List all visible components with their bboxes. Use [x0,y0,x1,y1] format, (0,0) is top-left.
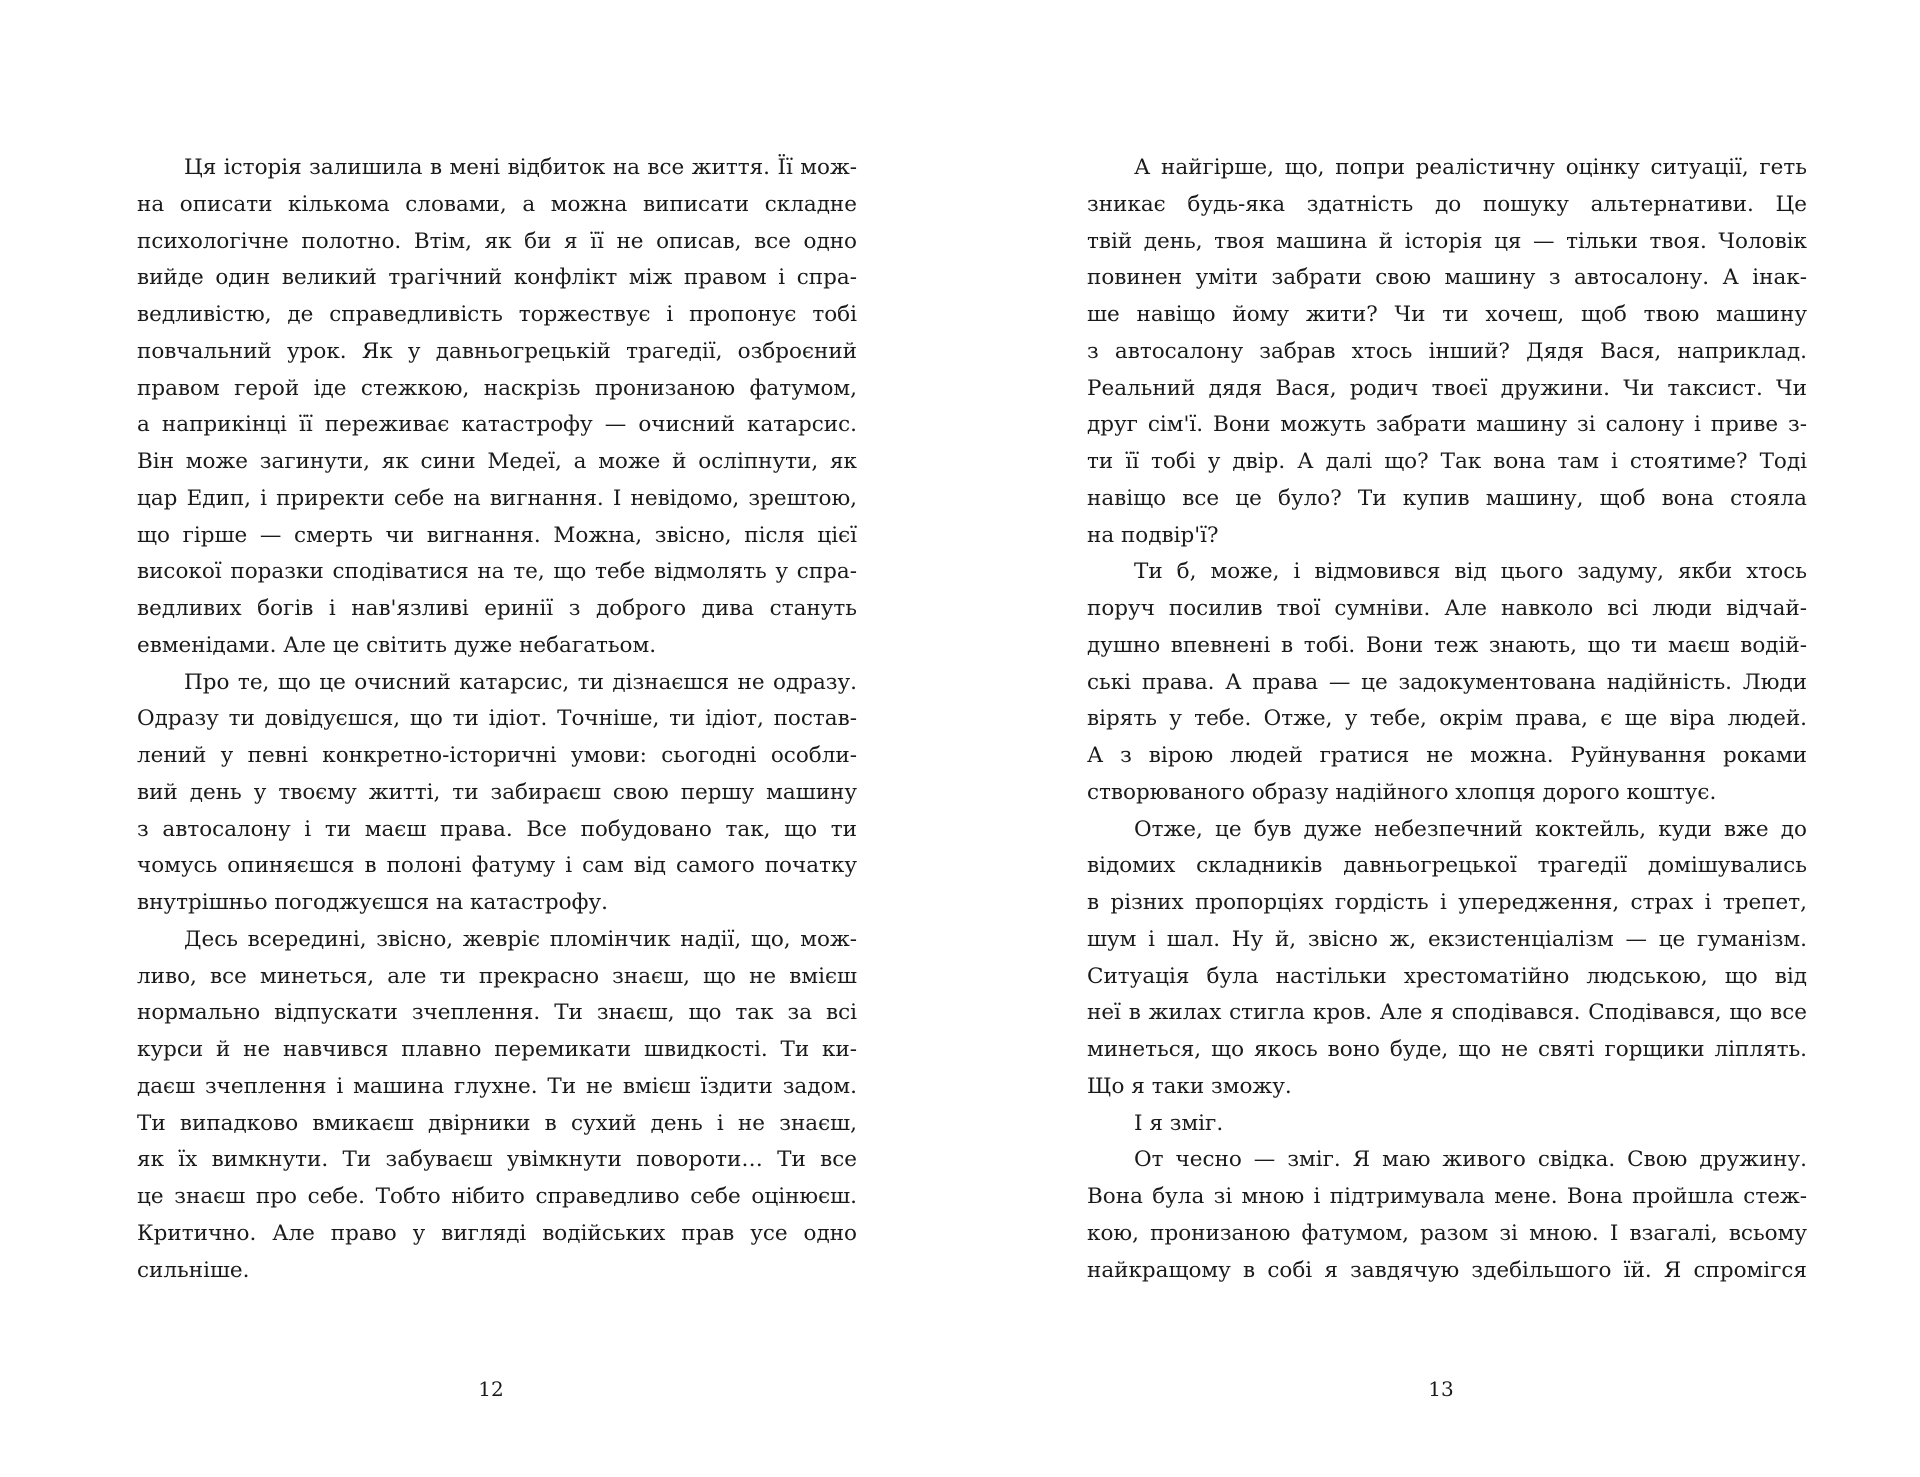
text-line: Реальний дядя Вася, родич твоєї дружини. Чи таксист. Чи [1087,375,1807,401]
text-line: повинен уміти забрати свою машину з автосалону. А інак- [1087,265,1807,291]
text-line: ливо, все минеться, але ти прекрасно знаєш, що не вмієш [137,963,857,989]
text-line: ведливих богів і нав'язливі еринії з доброго дива стануть [137,596,857,621]
text-line: минеться, що якось воно буде, що не святі горщики ліплять. [1087,1037,1807,1062]
text-line: психологічне полотно. Втім, як би я її не описав, все одно [137,228,857,254]
text-line: це знаєш про себе. Тобто нібито справедливо себе оцінюєш. [137,1184,857,1209]
text-line: Одразу ти довідуєшся, що ти ідіот. Точніше, ти ідіот, постав- [137,706,857,732]
text-line: ше навіщо йому жити? Чи ти хочеш, щоб твою машину [1087,302,1807,327]
text-line: а наприкінці її переживає катастрофу — очисний катарсис. [137,412,857,438]
text-line: створюваного образу надійного хлопця дорого коштує. [1087,779,1717,805]
text-line: з автосалону забрав хтось інший? Дядя Вася, наприклад. [1087,338,1807,364]
right-page [1087,150,1807,1410]
text-line: А найгірше, що, попри реалістичну оцінку ситуації, геть [1134,155,1807,180]
text-line: От чесно — зміг. Я маю живого свідка. Свою дружину. [1134,1147,1807,1173]
text-line: високої поразки сподіватися на те, що тебе відмолять у спра- [137,559,857,585]
text-line: як їх вимкнути. Ти забуваєш увімкнути повороти… Ти все [137,1147,857,1173]
text-line: Він може загинути, як сини Медеї, а може й осліпнути, як [137,449,857,474]
text-line: вийде один великий трагічний конфлікт між правом і спра- [137,265,857,291]
text-line: даєш зчеплення і машина глухне. Ти не вмієш їздити задом. [137,1073,857,1099]
text-line: неї в жилах стигла кров. Але я сподівався. Сподівався, що все [1087,1000,1807,1026]
text-line: сильніше. [137,1257,250,1283]
text-line: що гірше — смерть чи вигнання. Можна, звісно, після цієї [137,522,857,548]
page-number-left: 12 [478,1377,504,1401]
text-line: евменідами. Але це світить дуже небагатьом. [137,632,657,658]
text-line: Отже, це був дуже небезпечний коктейль, куди вже до [1134,816,1807,842]
text-line: зникає будь-яка здатність до пошуку альтернативи. Це [1087,191,1807,217]
left-page-body [137,150,857,1289]
text-line: внутрішньо погоджуєшся на катастрофу. [137,890,608,915]
page-number-right: 13 [1428,1377,1454,1401]
text-line: шум і шал. Ну й, звісно ж, екзистенціалізм — це гуманізм. [1087,926,1807,952]
text-line: цар Едип, і приректи себе на вигнання. І невідомо, зрештою, [137,485,857,511]
text-line: друг сім'ї. Вони можуть забрати машину зі салону і приве з- [1087,412,1807,438]
text-line: ведливістю, де справедливість торжествує і пропонує тобі [137,302,857,327]
text-line: Десь всередині, звісно, жевріє пломінчик надії, що, мож- [184,926,857,952]
text-line: Про те, що це очисний катарсис, ти дізнаєшся не одразу. [184,669,857,695]
text-line: повчальний урок. Як у давньогрецькій трагедії, озброєний [137,338,857,364]
text-line: вий день у твоєму житті, ти забираєш свою першу машину [137,779,857,805]
text-line: Що я таки зможу. [1087,1073,1292,1099]
text-line: лений у певні конкретно-історичні умови: сьогодні особли- [137,743,857,768]
text-line: нормально відпускати зчеплення. Ти знаєш, що так за всі [137,1000,857,1026]
right-page-body [1087,150,1807,1289]
text-line: Вона була зі мною і підтримувала мене. Вона пройшла стеж- [1087,1184,1807,1209]
text-line: навіщо все це було? Ти купив машину, щоб вона стояла [1087,485,1807,511]
text-line: курси й не навчився плавно перемикати швидкості. Ти ки- [137,1037,857,1062]
text-line: в різних пропорціях гордість і упередження, страх і трепет, [1087,890,1807,915]
text-line: відомих складників давньогрецької трагедії домішувались [1087,853,1807,879]
text-line: на описати кількома словами, а можна виписати складне [137,191,857,217]
text-line: твій день, твоя машина й історія ця — тільки твоя. Чоловік [1087,228,1807,254]
text-line: Критично. Але право у вигляді водійських прав усе одно [137,1220,857,1246]
text-line: А з вірою людей гратися не можна. Руйнування роками [1087,743,1807,768]
text-line: Ти випадково вмикаєш двірники в сухий день і не знаєш, [137,1110,857,1136]
text-line: І я зміг. [1134,1110,1224,1136]
text-line: душно впевнені в тобі. Вони теж знають, що ти маєш водій- [1087,632,1807,658]
text-line: Ситуація була настільки хрестоматійно людською, що від [1087,963,1807,989]
left-page [137,150,857,1410]
text-line: Ти б, може, і відмовився від цього задуму, якби хтось [1134,559,1807,585]
text-line: вірять у тебе. Отже, у тебе, окрім права, є ще віра людей. [1087,706,1807,732]
text-line: з автосалону і ти маєш права. Все побудовано так, що ти [137,816,857,842]
text-line: найкращому в собі я завдячую здебільшого їй. Я спромігся [1087,1257,1807,1283]
text-line: чомусь опиняєшся в полоні фатуму і сам від самого початку [137,853,857,879]
text-line: кою, пронизаною фатумом, разом зі мною. І взагалі, всьому [1087,1220,1807,1246]
text-line: ти її тобі у двір. А далі що? Так вона там і стоятиме? Тоді [1087,449,1807,474]
text-line: поруч посилив твої сумніви. Але навколо всі люди відчай- [1087,596,1807,621]
text-line: ські права. А права — це задокументована надійність. Люди [1087,669,1807,695]
text-line: правом герой іде стежкою, наскрізь пронизаною фатумом, [137,375,857,401]
text-line: Ця історія залишила в мені відбиток на все життя. Її мож- [184,155,857,180]
text-line: на подвір'ї? [1087,522,1219,548]
